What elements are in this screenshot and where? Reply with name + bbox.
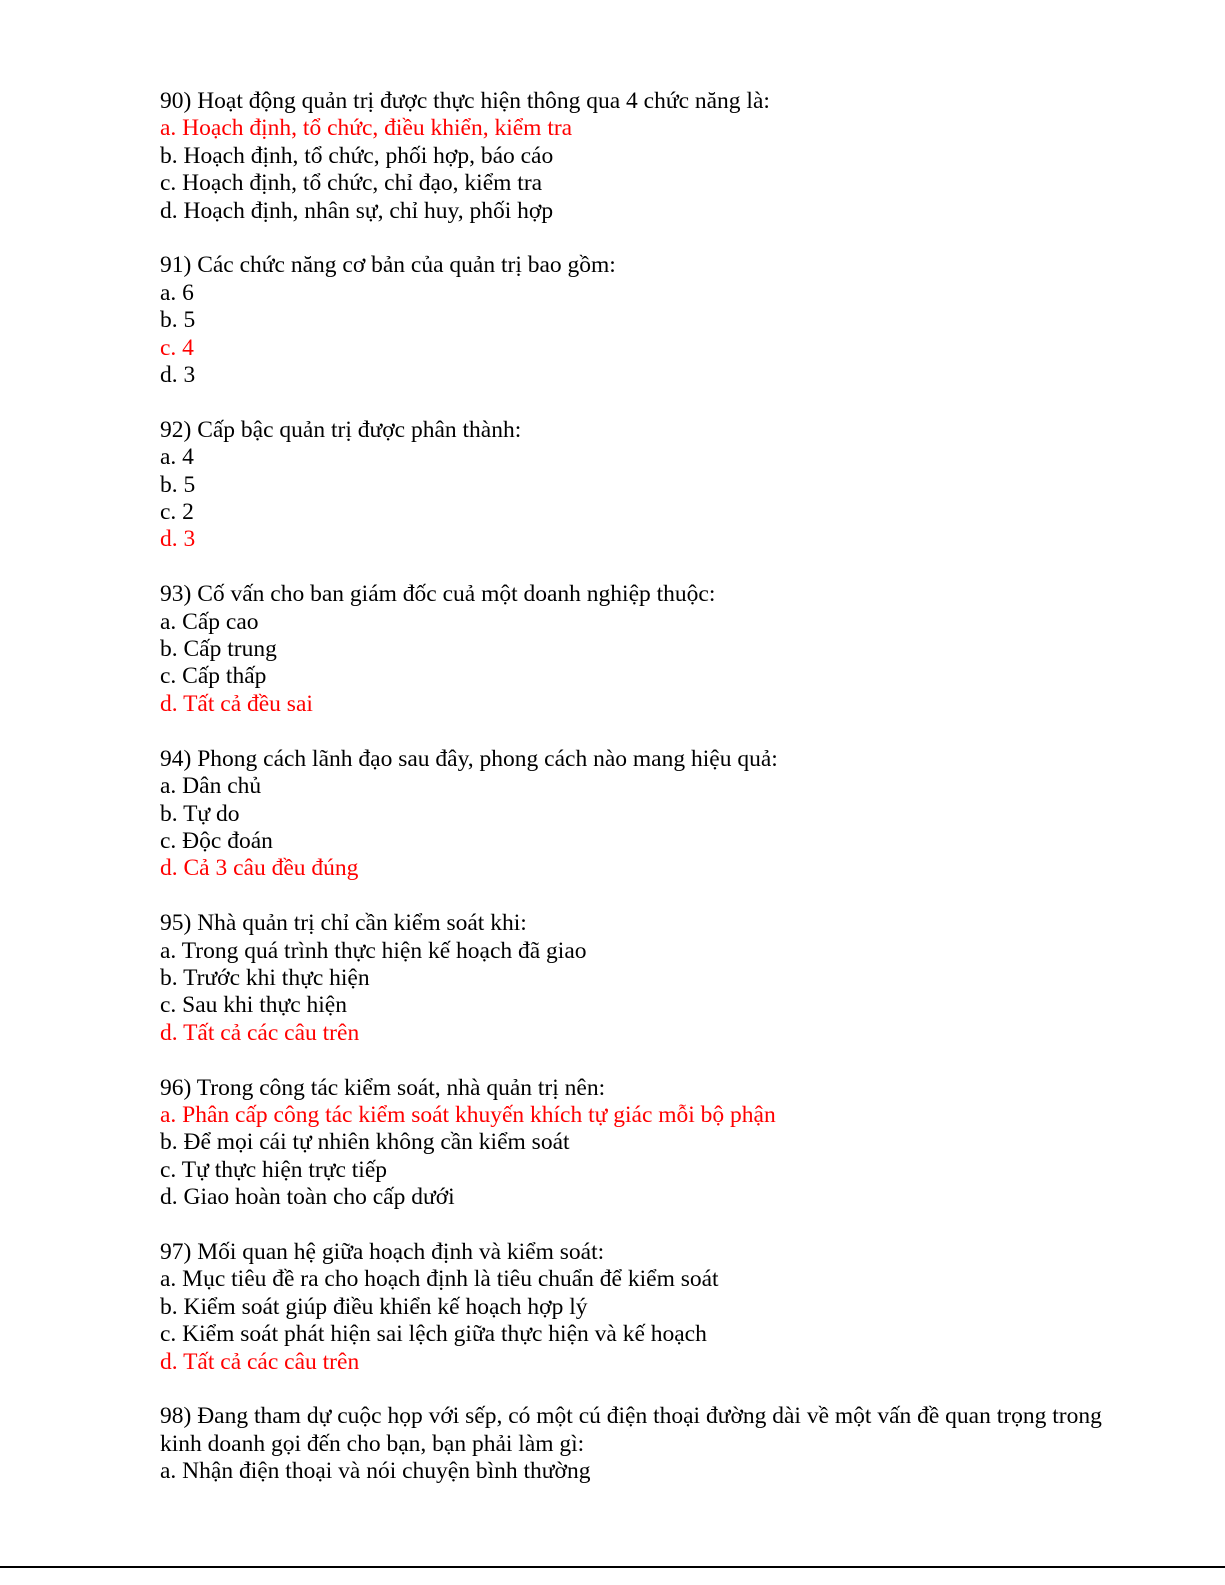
question-93 <box>160 581 1125 718</box>
answer-option: b. Tự do <box>160 800 240 827</box>
answer-option: a. 4 <box>160 444 194 471</box>
answer-option: b. Trước khi thực hiện <box>160 964 370 991</box>
answer-option: b. Kiểm soát giúp điều khiển kế hoạch hợp lý <box>160 1293 588 1320</box>
question-95 <box>160 910 1125 1047</box>
answer-option: a. Nhận điện thoại và nói chuyện bình thường <box>160 1458 591 1485</box>
answer-option-correct: c. 4 <box>160 334 194 361</box>
answer-option: c. Sau khi thực hiện <box>160 992 347 1019</box>
answer-option-correct: d. 3 <box>160 526 196 553</box>
question-text: 91) Các chức năng cơ bản của quản trị bao gồm: <box>160 252 616 279</box>
answer-option-correct: d. Tất cả các câu trên <box>160 1348 360 1375</box>
answer-option: a. Dân chủ <box>160 773 262 800</box>
question-text: 94) Phong cách lãnh đạo sau đây, phong cách nào mang hiệu quả: <box>160 745 778 772</box>
answer-option-correct: d. Cả 3 câu đều đúng <box>160 855 359 882</box>
question-text: 97) Mối quan hệ giữa hoạch định và kiểm soát: <box>160 1238 605 1265</box>
answer-option: a. 6 <box>160 279 194 306</box>
answer-option: c. Tự thực hiện trực tiếp <box>160 1156 388 1183</box>
answer-option: d. Giao hoàn toàn cho cấp dưới <box>160 1184 455 1211</box>
answer-option-correct: d. Tất cả các câu trên <box>160 1019 360 1046</box>
question-text: 92) Cấp bậc quản trị được phân thành: <box>160 416 522 443</box>
answer-option: b. 5 <box>160 307 196 334</box>
answer-option: b. 5 <box>160 471 196 498</box>
question-97 <box>160 1239 1125 1376</box>
answer-option: c. Kiểm soát phát hiện sai lệch giữa thực hiện và kế hoạch <box>160 1321 707 1348</box>
quiz-document <box>160 88 1125 1513</box>
answer-option: d. Hoạch định, nhân sự, chỉ huy, phối hợp <box>160 197 554 224</box>
question-text: 95) Nhà quản trị chỉ cần kiểm soát khi: <box>160 910 527 937</box>
question-text: 98) Đang tham dự cuộc họp với sếp, có một cú điện thoại đường dài về một vấn đề quan trọng trong kinh doanh gọi đến cho bạn, bạn phải làm gì: <box>160 1403 1102 1457</box>
answer-option-correct: a. Hoạch định, tổ chức, điều khiển, kiểm tra <box>160 115 573 142</box>
answer-option: a. Trong quá trình thực hiện kế hoạch đã giao <box>160 937 587 964</box>
question-92 <box>160 417 1125 554</box>
answer-option: c. Độc đoán <box>160 827 273 854</box>
question-96 <box>160 1075 1125 1212</box>
answer-option: b. Để mọi cái tự nhiên không cần kiểm soát <box>160 1129 570 1156</box>
answer-option: a. Cấp cao <box>160 608 259 635</box>
question-text: 96) Trong công tác kiểm soát, nhà quản trị nên: <box>160 1074 606 1101</box>
question-91 <box>160 252 1125 389</box>
answer-option: c. Hoạch định, tổ chức, chỉ đạo, kiểm tra <box>160 170 543 197</box>
answer-option-correct: d. Tất cả đều sai <box>160 690 313 717</box>
page-bottom-divider <box>0 1566 1225 1568</box>
question-94 <box>160 746 1125 883</box>
question-text: 90) Hoạt động quản trị được thực hiện thông qua 4 chức năng là: <box>160 88 770 114</box>
answer-option: b. Hoạch định, tổ chức, phối hợp, báo cáo <box>160 142 554 169</box>
answer-option: d. 3 <box>160 362 196 389</box>
question-text: 93) Cố vấn cho ban giám đốc cuả một doanh nghiệp thuộc: <box>160 581 716 608</box>
answer-option-correct: a. Phân cấp công tác kiểm soát khuyến khích tự giác mỗi bộ phận <box>160 1101 776 1128</box>
answer-option: a. Mục tiêu đề ra cho hoạch định là tiêu chuẩn để kiểm soát <box>160 1266 719 1293</box>
question-98 <box>160 1403 1125 1485</box>
answer-option: c. Cấp thấp <box>160 663 267 690</box>
answer-option: c. 2 <box>160 499 194 526</box>
question-90 <box>160 88 1125 225</box>
answer-option: b. Cấp trung <box>160 636 277 663</box>
